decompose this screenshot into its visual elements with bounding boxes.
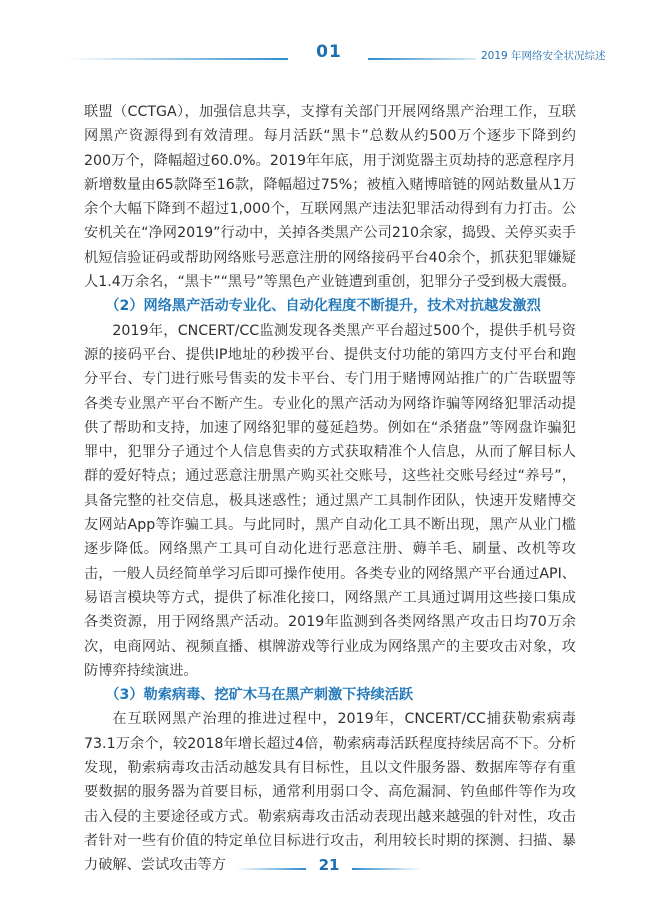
paragraph-3: 在互联网黑产治理的推进过程中，2019年，CNCERT/CC捕获勒索病毒73.1万余个，较2018年增长超过4倍，勒索病毒活跃程度持续居高不下。分析发现，勒索病毒攻击活动越发具有目标性，且以文件服务器、数据库等存有重要数据的服务器为首要目标，通常利用弱口令、高危漏洞、钓鱼邮件等作为攻击入侵的主要途径或方式。勒索病毒攻击活动表现出越来越强的针对性，攻击者针对一些有价值的特定单位目标进行攻击，利用较长时期的探测、扫描、暴力破解、尝试攻击等方 (84, 711, 576, 874)
header-rule-right (368, 58, 476, 60)
section-heading-2: （2）网络黑产活动专业化、自动化程度不断提升，技术对抗越发激烈 (105, 298, 541, 315)
report-title: 2019 年网络安全状况综述 (481, 50, 606, 62)
section-heading-3: （3）勒索病毒、挖矿木马在黑产刺激下持续活跃 (105, 687, 414, 704)
paragraph-1: 联盟（CCTGA），加强信息共享，支撑有关部门开展网络黑产治理工作，互联网黑产资源得到有效清理。每月活跃“黑卡”总数从约500万个逐步下降到约200万个，降幅超过60.0%。2019年年底，用于浏览器主页劫持的恶意程序月新增数量由65款降至16款，降幅超过75%；被植入赌博暗链的网站数量从1万余个大幅下降到不超过1,000个，互联网黑产违法犯罪活动得到有力打击。公安机关在“净网2019”行动中，关掉各类黑产公司210余家，捣毁、关停买卖手机短信验证码或帮助网络账号恶意注册的网络接码平台40余个，抓获犯罪嫌疑人1.4万余名，“黑卡”“黑号”等黑色产业链遭到重创，犯罪分子受到极大震慑。 (84, 104, 576, 291)
page-header (0, 0, 657, 70)
footer-rule-right (352, 868, 422, 870)
header-rule-left (66, 58, 288, 60)
page-body (84, 100, 576, 878)
page-number: 21 (318, 856, 340, 874)
chapter-number: 01 (316, 42, 342, 62)
paragraph-2: 2019年，CNCERT/CC监测发现各类黑产平台超过500个，提供手机号资源的接码平台、提供IP地址的秒拨平台、提供支付功能的第四方支付平台和跑分平台、专门进行账号售卖的发卡平台、专门用于赌博网站推广的广告联盟等各类专业黑产平台不断产生。专业化的黑产活动为网络诈骗等网络犯罪活动提供了帮助和支持，加速了网络犯罪的蔓延趋势。例如在“杀猪盘”等网盘诈骗犯罪中，犯罪分子通过个人信息售卖的方式获取精准个人信息，从而了解目标人群的爱好特点；通过恶意注册黑产购买社交账号，这些社交账号经过“养号”，具备完整的社交信息，极具迷惑性；通过黑产工具制作团队，快速开发赌博交友网站App等诈骗工具。与此同时，黑产自动化工具不断出现，黑产从业门槛逐步降低。网络黑产工具可自动化进行恶意注册、薅羊毛、刷量、改机等攻击，一般人员经简单学习后即可操作使用。各类专业的网络黑产平台通过API、易语言模块等方式，提供了标准化接口，网络黑产工具通过调用这些接口集成各类资源，用于网络黑产活动。2019年监测到各类网络黑产攻击日均70万余次，电商网站、视频直播、棋牌游戏等行业成为网络黑产的主要攻击对象，攻防博弈持续演进。 (84, 322, 576, 679)
footer-rule-left (236, 868, 306, 870)
